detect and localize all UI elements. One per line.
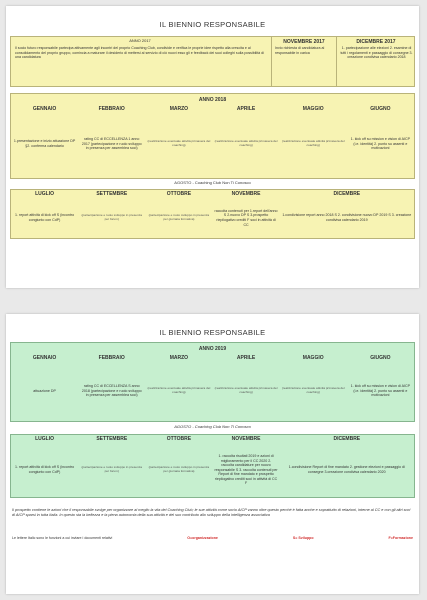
- intro-text: Il socio futuro responsabile partecipa attivamente agli incontri del proprio Coaching Club, condivide e verifica le proprie idee rispetto alla crescita e al consolidamento del proprio gruppo, comincia a maturare il desiderio di mettersi al servizio di ciò nuovi esso gli e feedback dei suoi colleghi sulla possibilità di una candidatura: [15, 46, 264, 60]
- activity-marzo: (realizzazione eventuale attività primavera del coaching): [147, 139, 211, 147]
- agosto-label: AGOSTO - Coaching Club Non Ti Conosco: [174, 424, 251, 429]
- year-2019-first-half: [10, 342, 415, 422]
- page-2: [6, 314, 419, 594]
- month-aprile: APRILE: [236, 106, 256, 112]
- month-novembre: NOVEMBRE: [231, 436, 261, 442]
- legend-explanation: Le lettere Italic sono le funzioni a cui inviare i documenti relativi: [12, 536, 113, 540]
- month-maggio: MAGGIO: [302, 106, 324, 112]
- activity-ottobre: (partecipazione e ruolo sviluppo in presenza per giornata formativa): [148, 465, 210, 473]
- month-novembre: NOVEMBRE: [231, 191, 261, 197]
- month-gennaio: GENNAIO: [32, 355, 57, 361]
- activity-settembre: (partecipazione e ruolo sviluppo in presenza per forum): [81, 213, 142, 221]
- activity-maggio: (realizzazione eventuale attività primavera del coaching): [281, 386, 345, 394]
- month-dicembre: DICEMBRE: [333, 436, 361, 442]
- year-2018-second-half: [10, 189, 415, 239]
- footnote: Il prospetto contiene le azioni che il responsabile svolge per organizzare al meglio la vita del Coaching Club; le sue attività come socio AICP vanno oltre questo perché è fatta anche e soprattutto di relazioni, interne al CC e con gli altri soci di AICP sparsi in tutta Italia. In questo sta la bellezza e la piena autonomia della sua attività e del suo contributo allo sviluppo della intelligenza associativa: [12, 508, 411, 517]
- months-2018-h2-table: [11, 190, 414, 238]
- activity-aprile: (realizzazione eventuale attività primavera del coaching): [214, 139, 278, 147]
- month-gennaio: GENNAIO: [32, 106, 57, 112]
- year-2019-header: ANNO 2019: [198, 346, 227, 352]
- activity-gennaio: attuazione DP: [33, 388, 56, 393]
- legend: [12, 536, 413, 540]
- activity-ottobre: (partecipazione e ruolo sviluppo in presenza per giornata formativa): [148, 213, 210, 221]
- activity-giugno: 1. kick off su mission e vision di AICP (i.e. identità) 2. punto su assenti e motivazioni: [350, 137, 411, 151]
- intro-divider-1: [271, 37, 272, 86]
- month-maggio: MAGGIO: [302, 355, 324, 361]
- month-aprile: APRILE: [236, 355, 256, 361]
- page-title: IL BIENNIO RESPONSABILE: [159, 328, 266, 337]
- agosto-label: AGOSTO - Coaching Club Non Ti Conosco: [174, 180, 251, 185]
- activity-dicembre: 1.condivisione report anno 2018 S 2. condivisione nuovo DP 2019 S 3. creazione condivisa calendario 2019: [282, 213, 412, 222]
- month-ottobre: OTTOBRE: [166, 436, 192, 442]
- activity-luglio: 1. report attività di kick off S (incontro congiunto con CdP): [15, 465, 75, 474]
- year-2017-label: ANNO 2017: [129, 38, 151, 43]
- intro-2017-box: [10, 36, 415, 87]
- nov-2017-text: Invio richiesta di candidatura al responsabile in carica: [275, 46, 325, 55]
- months-2018-h1-table: [11, 105, 414, 175]
- dec-2017-header: DICEMBRE 2017: [356, 39, 396, 45]
- month-ottobre: OTTOBRE: [166, 191, 192, 197]
- year-2018-header: ANNO 2018: [198, 97, 227, 103]
- dec-2017-text: 1. partecipazione alle elezioni 2. esamine di tutti i regolamenti e passaggio di consegne 3. creazione condivisa calendario 2018: [340, 46, 413, 60]
- year-2018-first-half: [10, 93, 415, 179]
- months-row: [11, 105, 414, 113]
- activity-settembre: (partecipazione e ruolo sviluppo in presenza per forum): [81, 465, 142, 473]
- activity-febbraio: rating CC di ECCELLENZA 1 anno 2017 (partecipazione e ruolo sviluppo in presenza per assemblea soci): [81, 137, 142, 151]
- month-dicembre: DICEMBRE: [333, 191, 361, 197]
- activity-marzo: (realizzazione eventuale attività primavera del coaching): [147, 386, 211, 394]
- months-row: [11, 354, 414, 362]
- month-marzo: MARZO: [169, 355, 189, 361]
- month-giugno: GIUGNO: [370, 355, 391, 361]
- legend-sviluppo: S= Sviluppo: [292, 536, 314, 540]
- activities2-row: [11, 443, 414, 497]
- activities2-row: [11, 198, 414, 238]
- activity-gennaio: 1.presentazione e inizio attuazione DP §2. conferma calendario: [13, 139, 76, 148]
- intro-divider-2: [336, 37, 337, 86]
- month-settembre: SETTEMBRE: [96, 191, 128, 197]
- month-luglio: LUGLIO: [35, 436, 55, 442]
- activity-aprile: (realizzazione eventuale attività primavera del coaching): [214, 386, 278, 394]
- months2-row: [11, 190, 414, 198]
- activity-giugno: 1. kick off su mission e vision di AICP (i.e. identità) 2. punto su assenti e motivazioni: [350, 384, 411, 398]
- year-2019-second-half: [10, 434, 415, 498]
- nov-2017-header: NOVEMBRE 2017: [283, 39, 325, 45]
- page-title: IL BIENNIO RESPONSABILE: [159, 20, 266, 29]
- legend-organizzazione: O=organizzazione: [187, 536, 218, 540]
- activity-novembre: 1. raccolta risultati 2019 e azioni di miglioramento per il CC 2020 2. raccolta candidature per nuovo responsabile S 3. raccolta contenuti per Report di fine mandato e prospetto riepilogativo crediti soci in attività di CC F: [214, 453, 278, 486]
- activity-novembre: raccolta contenuti per 1.report dell'anno S 2.nuovo DP S 3.prospetto riepilogativo crediti F soci in attività di CC: [214, 208, 278, 227]
- activity-dicembre: 1.condivisione Report di fine mandato 2. gestione elezioni e passaggio di consegne 3.creazione condivisa calendario 2020: [288, 465, 405, 474]
- month-marzo: MARZO: [169, 106, 189, 112]
- activity-luglio: 1. report attività di kick off S (incontro congiunto con CdP): [15, 213, 75, 222]
- activity-febbraio: rating CC di ECCELLENZA S anno 2018 (partecipazione e ruolo sviluppo in presenza per assemblea soci): [81, 384, 142, 398]
- activities-row: [11, 362, 414, 420]
- month-febbraio: FEBBRAIO: [98, 106, 125, 112]
- page-1: [6, 6, 419, 288]
- months2-row: [11, 435, 414, 443]
- months-2019-h2-table: [11, 435, 414, 497]
- month-settembre: SETTEMBRE: [96, 436, 128, 442]
- activity-maggio: (realizzazione eventuale attività primavera del coaching): [281, 139, 345, 147]
- legend-formazione: F=Formazione: [388, 536, 413, 540]
- month-febbraio: FEBBRAIO: [98, 355, 125, 361]
- months-2019-h1-table: [11, 354, 414, 420]
- month-giugno: GIUGNO: [370, 106, 391, 112]
- activities-row: [11, 113, 414, 175]
- month-luglio: LUGLIO: [35, 191, 55, 197]
